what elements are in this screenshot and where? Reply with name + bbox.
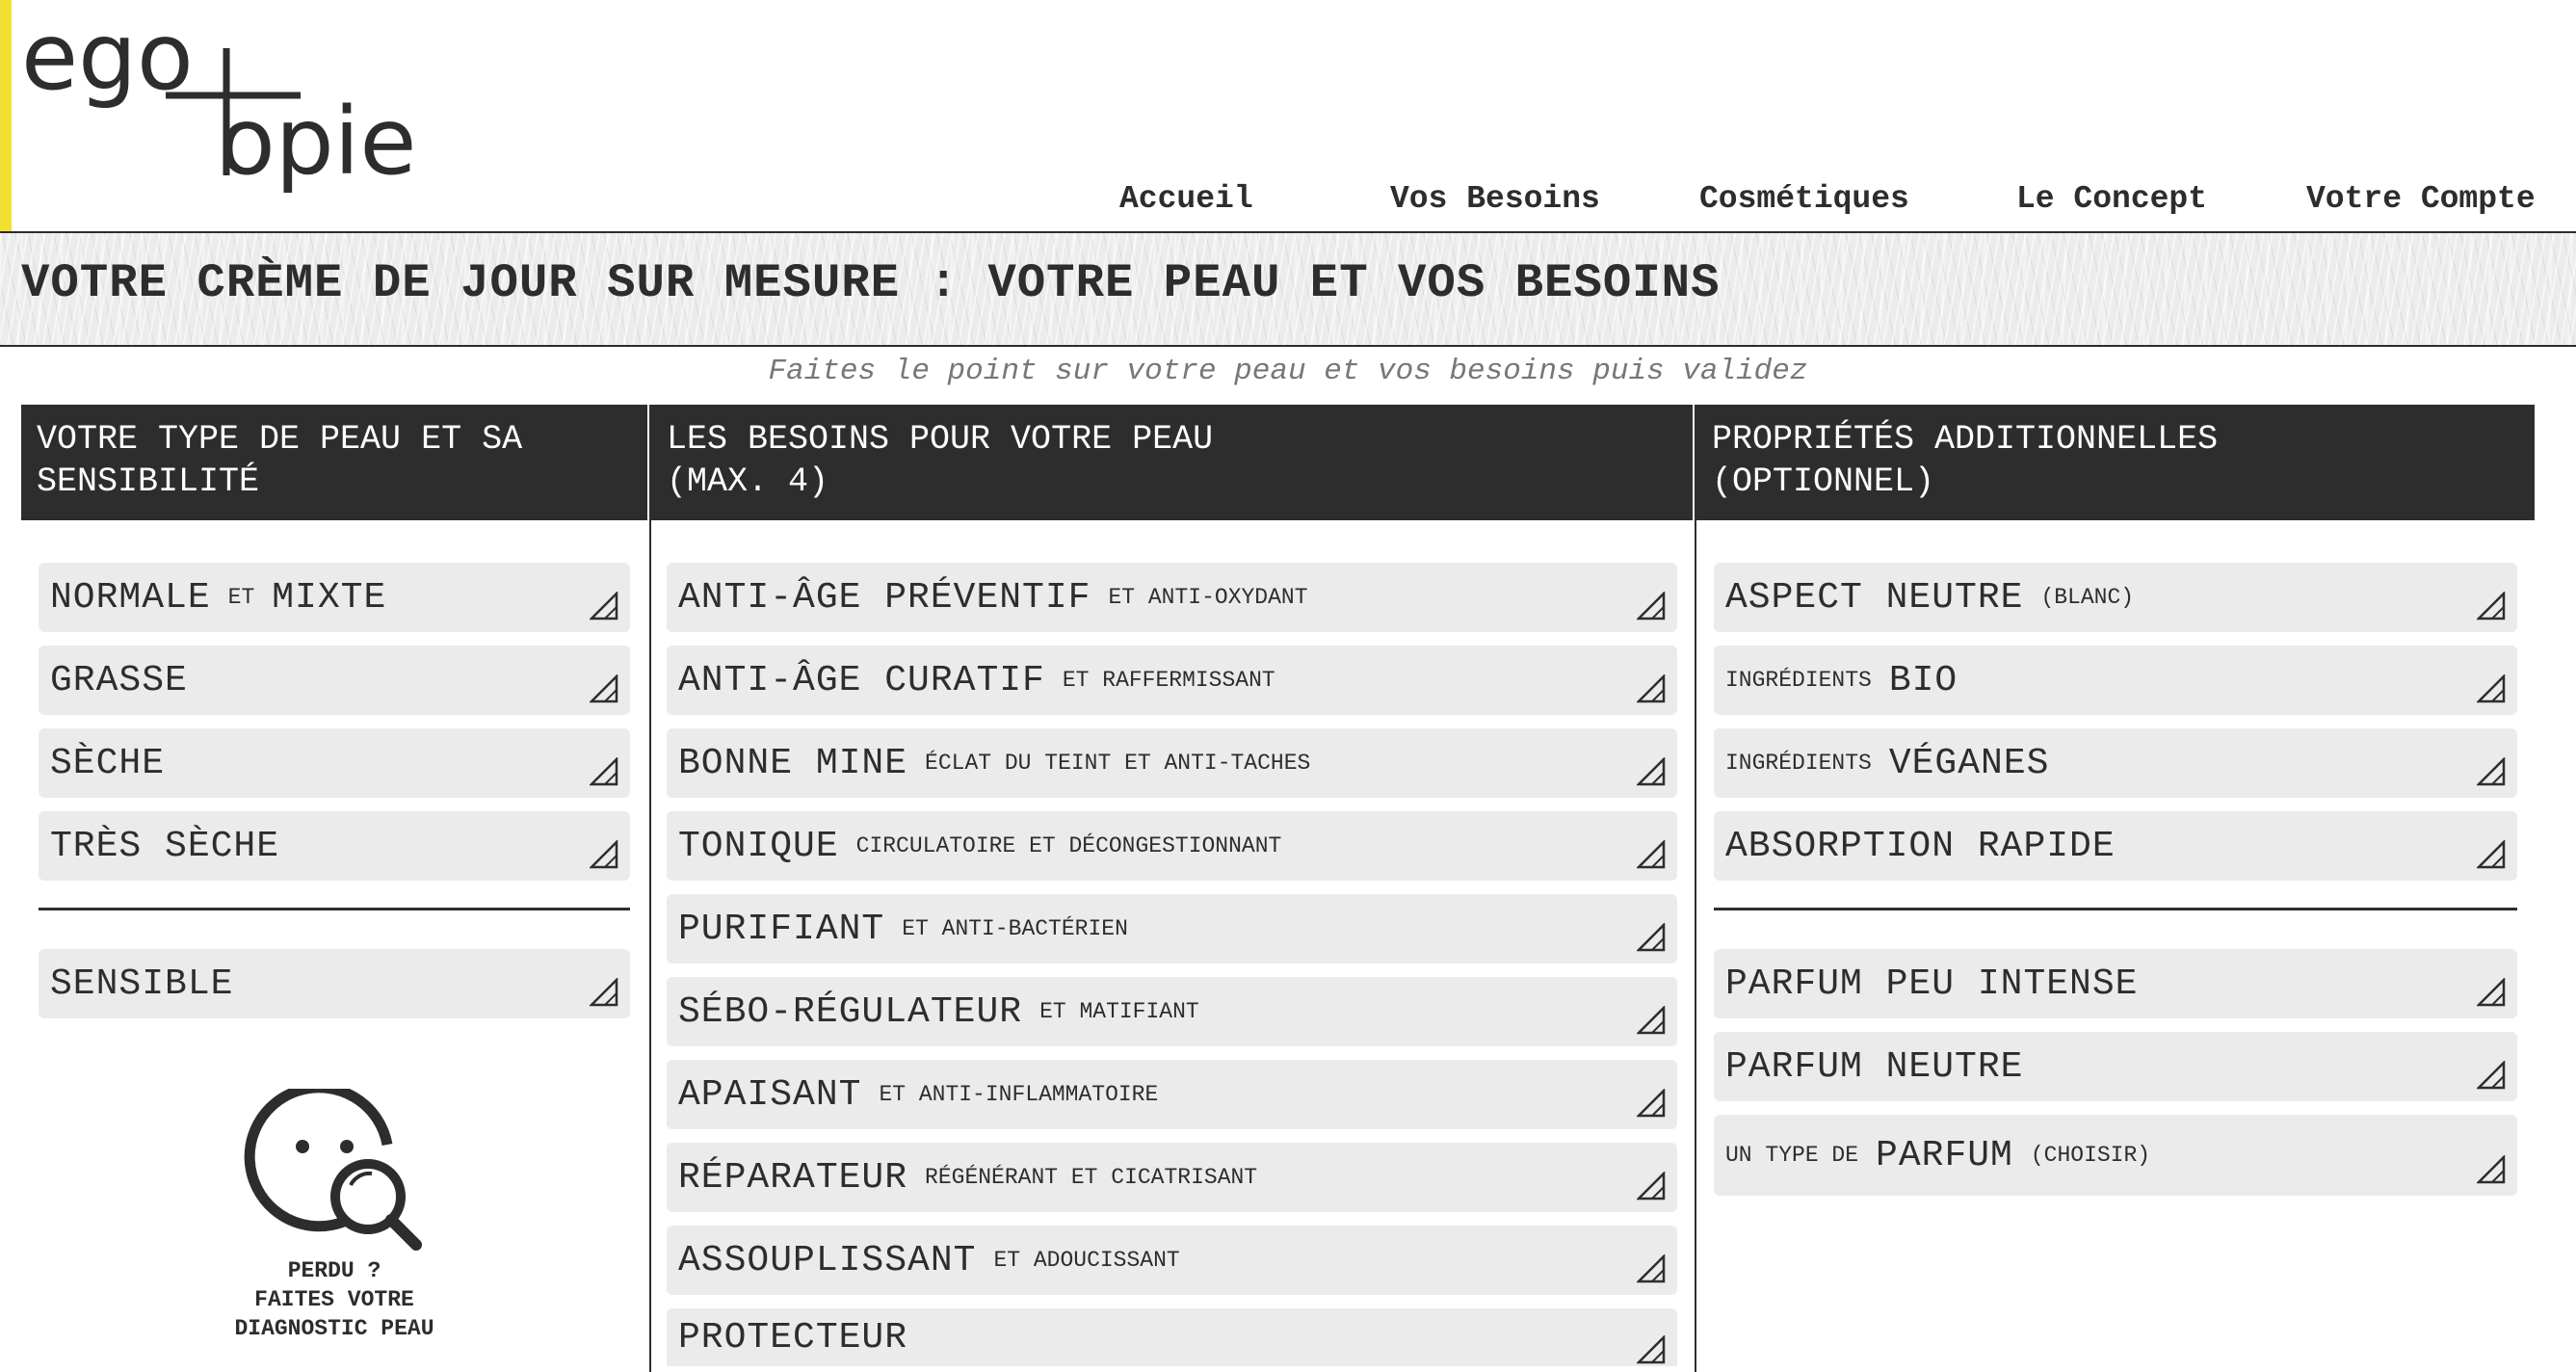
skin-type-column: [21, 405, 647, 1341]
main-nav: [0, 181, 2576, 220]
select-corner-icon: [1637, 1335, 1666, 1364]
option-label: PROTECTEUR: [678, 1316, 908, 1359]
option-label: SÈCHE: [50, 742, 166, 784]
needs-header-line2: (MAX. 4): [667, 462, 829, 501]
option-protecteur[interactable]: [667, 1308, 1677, 1366]
option-tonique[interactable]: [667, 811, 1677, 881]
needs-options: [667, 563, 1677, 1366]
extras-header-line1: PROPRIÉTÉS ADDITIONNELLES: [1712, 420, 2219, 459]
option-aspect-neutre[interactable]: [1714, 563, 2517, 632]
column-divider-2: [1695, 405, 1696, 1372]
option-label: SÉBO-RÉGULATEUR: [678, 990, 1023, 1033]
needs-column: [651, 405, 1693, 1359]
option-parfum-neutre[interactable]: [1714, 1032, 2517, 1101]
option-prelabel: INGRÉDIENTS: [1725, 751, 1872, 776]
select-corner-icon: [1637, 1254, 1666, 1283]
option-absorption-rapide[interactable]: [1714, 811, 2517, 881]
option-sublabel: ÉCLAT DU TEINT ET ANTI-TACHES: [925, 751, 1311, 776]
select-corner-icon: [1637, 923, 1666, 952]
select-corner-icon: [1637, 1006, 1666, 1035]
title-banner: [0, 233, 2576, 347]
option-label: PURIFIANT: [678, 908, 885, 950]
extras-column: [1696, 405, 2535, 1176]
select-corner-icon: [2477, 840, 2506, 869]
skin-type-header-line2: SENSIBILITÉ: [37, 462, 260, 501]
select-corner-icon: [2477, 1061, 2506, 1090]
option-assouplissant[interactable]: [667, 1226, 1677, 1295]
nav-votre-compte[interactable]: Votre Compte: [2306, 181, 2536, 217]
option-type-de-parfum[interactable]: [1714, 1115, 2517, 1196]
select-corner-icon: [1637, 592, 1666, 620]
skin-type-header: [21, 405, 647, 520]
option-sensible[interactable]: [39, 949, 630, 1018]
skin-section-separator: [39, 908, 630, 910]
option-sublabel: ET ADOUCISSANT: [993, 1248, 1180, 1273]
select-corner-icon: [2477, 674, 2506, 703]
needs-header: [651, 405, 1693, 520]
extras-header-line2: (OPTIONNEL): [1712, 462, 1935, 501]
option-ingredients-veganes[interactable]: [1714, 728, 2517, 798]
diagnostic-text-line3: DIAGNOSTIC PEAU: [234, 1316, 434, 1341]
option-sublabel: ET: [227, 585, 255, 610]
option-label: ANTI-ÂGE CURATIF: [678, 659, 1045, 701]
option-purifiant[interactable]: [667, 894, 1677, 963]
option-label: TRÈS SÈCHE: [50, 825, 280, 867]
option-label: RÉPARATEUR: [678, 1156, 908, 1199]
logo-text-opie: opie: [219, 88, 417, 196]
egotopie-logo[interactable]: [21, 12, 503, 199]
option-sublabel: RÉGÉNÉRANT ET CICATRISANT: [925, 1165, 1258, 1190]
option-sublabel: ET ANTI-OXYDANT: [1108, 585, 1308, 610]
option-label: TONIQUE: [678, 825, 839, 867]
select-corner-icon: [1637, 1089, 1666, 1118]
option-sublabel: ET RAFFERMISSANT: [1062, 668, 1275, 693]
skin-type-options: [39, 563, 630, 1032]
page-title: VOTRE CRÈME DE JOUR SUR MESURE : VOTRE PEAU ET VOS BESOINS: [21, 256, 1721, 310]
select-corner-icon: [1637, 757, 1666, 786]
option-bonne-mine[interactable]: [667, 728, 1677, 798]
option-label: GRASSE: [50, 659, 188, 701]
diagnostic-text-line2: FAITES VOTRE: [254, 1287, 414, 1312]
option-reparateur[interactable]: [667, 1143, 1677, 1212]
option-label: SENSIBLE: [50, 963, 234, 1005]
extras-options: [1714, 563, 2517, 1209]
skin-type-header-line1: VOTRE TYPE DE PEAU ET SA: [37, 420, 523, 459]
select-corner-icon: [590, 674, 618, 703]
option-anti-age-preventif[interactable]: [667, 563, 1677, 632]
nav-cosmetiques[interactable]: Cosmétiques: [1699, 181, 1909, 217]
option-label: ASPECT NEUTRE: [1725, 576, 2024, 619]
option-parfum-peu-intense[interactable]: [1714, 949, 2517, 1018]
select-corner-icon: [590, 592, 618, 620]
option-sublabel: (CHOISIR): [2030, 1143, 2151, 1168]
face-magnifier-icon: [243, 1089, 426, 1253]
select-corner-icon: [1637, 674, 1666, 703]
select-corner-icon: [2477, 978, 2506, 1007]
option-sublabel: CIRCULATOIRE ET DÉCONGESTIONNANT: [855, 833, 1282, 858]
extras-header: [1696, 405, 2535, 520]
option-label: ANTI-ÂGE PRÉVENTIF: [678, 576, 1091, 619]
column-divider-1: [649, 405, 651, 1372]
option-label: APAISANT: [678, 1073, 862, 1116]
option-label: NORMALE: [50, 576, 211, 619]
select-corner-icon: [2477, 1155, 2506, 1184]
diagnostic-text-line1: PERDU ?: [287, 1258, 381, 1283]
option-label: PARFUM: [1876, 1134, 2013, 1176]
option-prelabel: UN TYPE DE: [1725, 1143, 1859, 1168]
option-label: MIXTE: [272, 576, 387, 619]
select-corner-icon: [1637, 1172, 1666, 1200]
select-corner-icon: [590, 757, 618, 786]
option-sublabel: (BLANC): [2040, 585, 2135, 610]
option-ingredients-bio[interactable]: [1714, 646, 2517, 715]
option-tres-seche[interactable]: [39, 811, 630, 881]
nav-accueil[interactable]: Accueil: [1119, 181, 1253, 217]
option-sublabel: ET MATIFIANT: [1039, 999, 1199, 1024]
logo-text-ego: ego: [21, 12, 194, 111]
option-label: PARFUM PEU INTENSE: [1725, 963, 2139, 1005]
option-seche[interactable]: [39, 728, 630, 798]
nav-le-concept[interactable]: Le Concept: [2016, 181, 2208, 217]
option-sebo-regulateur[interactable]: [667, 977, 1677, 1046]
option-sublabel: ET ANTI-BACTÉRIEN: [902, 916, 1128, 941]
option-label: VÉGANES: [1888, 742, 2050, 784]
option-anti-age-curatif[interactable]: [667, 646, 1677, 715]
option-label: ASSOUPLISSANT: [678, 1239, 977, 1281]
option-label: PARFUM NEUTRE: [1725, 1045, 2024, 1088]
select-corner-icon: [2477, 592, 2506, 620]
option-sublabel: ET ANTI-INFLAMMATOIRE: [879, 1082, 1159, 1107]
select-corner-icon: [1637, 840, 1666, 869]
option-label: BONNE MINE: [678, 742, 908, 784]
instructions-text: Faites le point sur votre peau et vos besoins puis validez: [768, 355, 1808, 388]
extras-section-separator: [1714, 908, 2517, 910]
skin-diagnostic-link[interactable]: [21, 1089, 647, 1343]
needs-header-line1: LES BESOINS POUR VOTRE PEAU: [667, 420, 1214, 459]
logo-graphic: [21, 12, 503, 199]
select-corner-icon: [590, 840, 618, 869]
select-corner-icon: [2477, 757, 2506, 786]
option-normale-mixte[interactable]: [39, 563, 630, 632]
select-corner-icon: [590, 978, 618, 1007]
option-apaisant[interactable]: [667, 1060, 1677, 1129]
option-prelabel: INGRÉDIENTS: [1725, 668, 1872, 693]
option-grasse[interactable]: [39, 646, 630, 715]
option-label: BIO: [1888, 659, 1958, 701]
option-label: ABSORPTION RAPIDE: [1725, 825, 2116, 867]
nav-vos-besoins[interactable]: Vos Besoins: [1390, 181, 1600, 217]
